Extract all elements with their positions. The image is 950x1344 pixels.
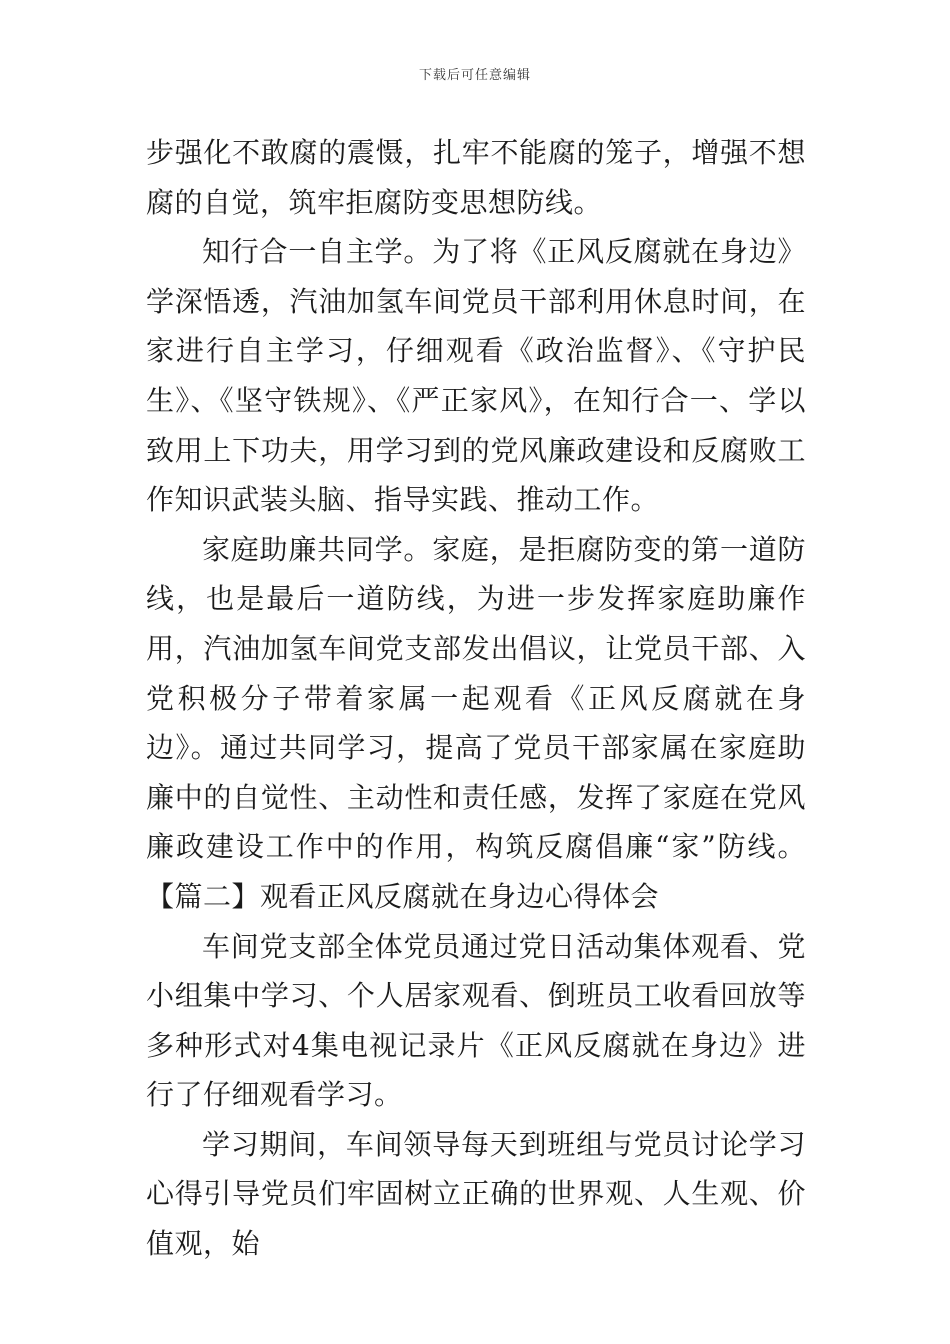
paragraph-3: 家庭助廉共同学。家庭，是拒腐防变的第一道防线，也是最后一道防线，为进一步发挥家庭助廉作用，汽油加氢车间党支部发出倡议，让党员干部、入党积极分子带着家属一起观看《正风反腐就在身边》。通过共同学习，提高了党员干部家属在家庭助廉中的自觉性、主动性和责任感，发挥了家庭在党风廉政建设工作中的作用，构筑反腐倡廉“家”防线。【篇二】观看正风反腐就在身边心得体会 bbox=[146, 532, 806, 913]
paragraph-1: 步强化不敢腐的震慑，扎牢不能腐的笼子，增强不想腐的自觉，筑牢拒腐防变思想防线。 bbox=[146, 136, 806, 219]
page-header: 下载后可任意编辑 bbox=[418, 68, 531, 83]
document-body bbox=[146, 128, 806, 1269]
paragraph-2: 知行合一自主学。为了将《正风反腐就在身边》学深悟透，汽油加氢车间党员干部利用休息时间，在家进行自主学习，仔细观看《政治监督》、《守护民生》、《坚守铁规》、《严正家风》，在知行合一、学以致用上下功夫，用学习到的党风廉政建设和反腐败工作知识武装头脑、指导实践、推动工作。 bbox=[146, 235, 806, 517]
paragraph-4: 车间党支部全体党员通过党日活动集体观看、党小组集中学习、个人居家观看、倒班员工收看回放等多种形式对4集电视记录片《正风反腐就在身边》进行了仔细观看学习。 bbox=[146, 929, 806, 1112]
paragraph-5: 学习期间，车间领导每天到班组与党员讨论学习心得引导党员们牢固树立正确的世界观、人生观、价值观，始 bbox=[146, 1127, 806, 1261]
